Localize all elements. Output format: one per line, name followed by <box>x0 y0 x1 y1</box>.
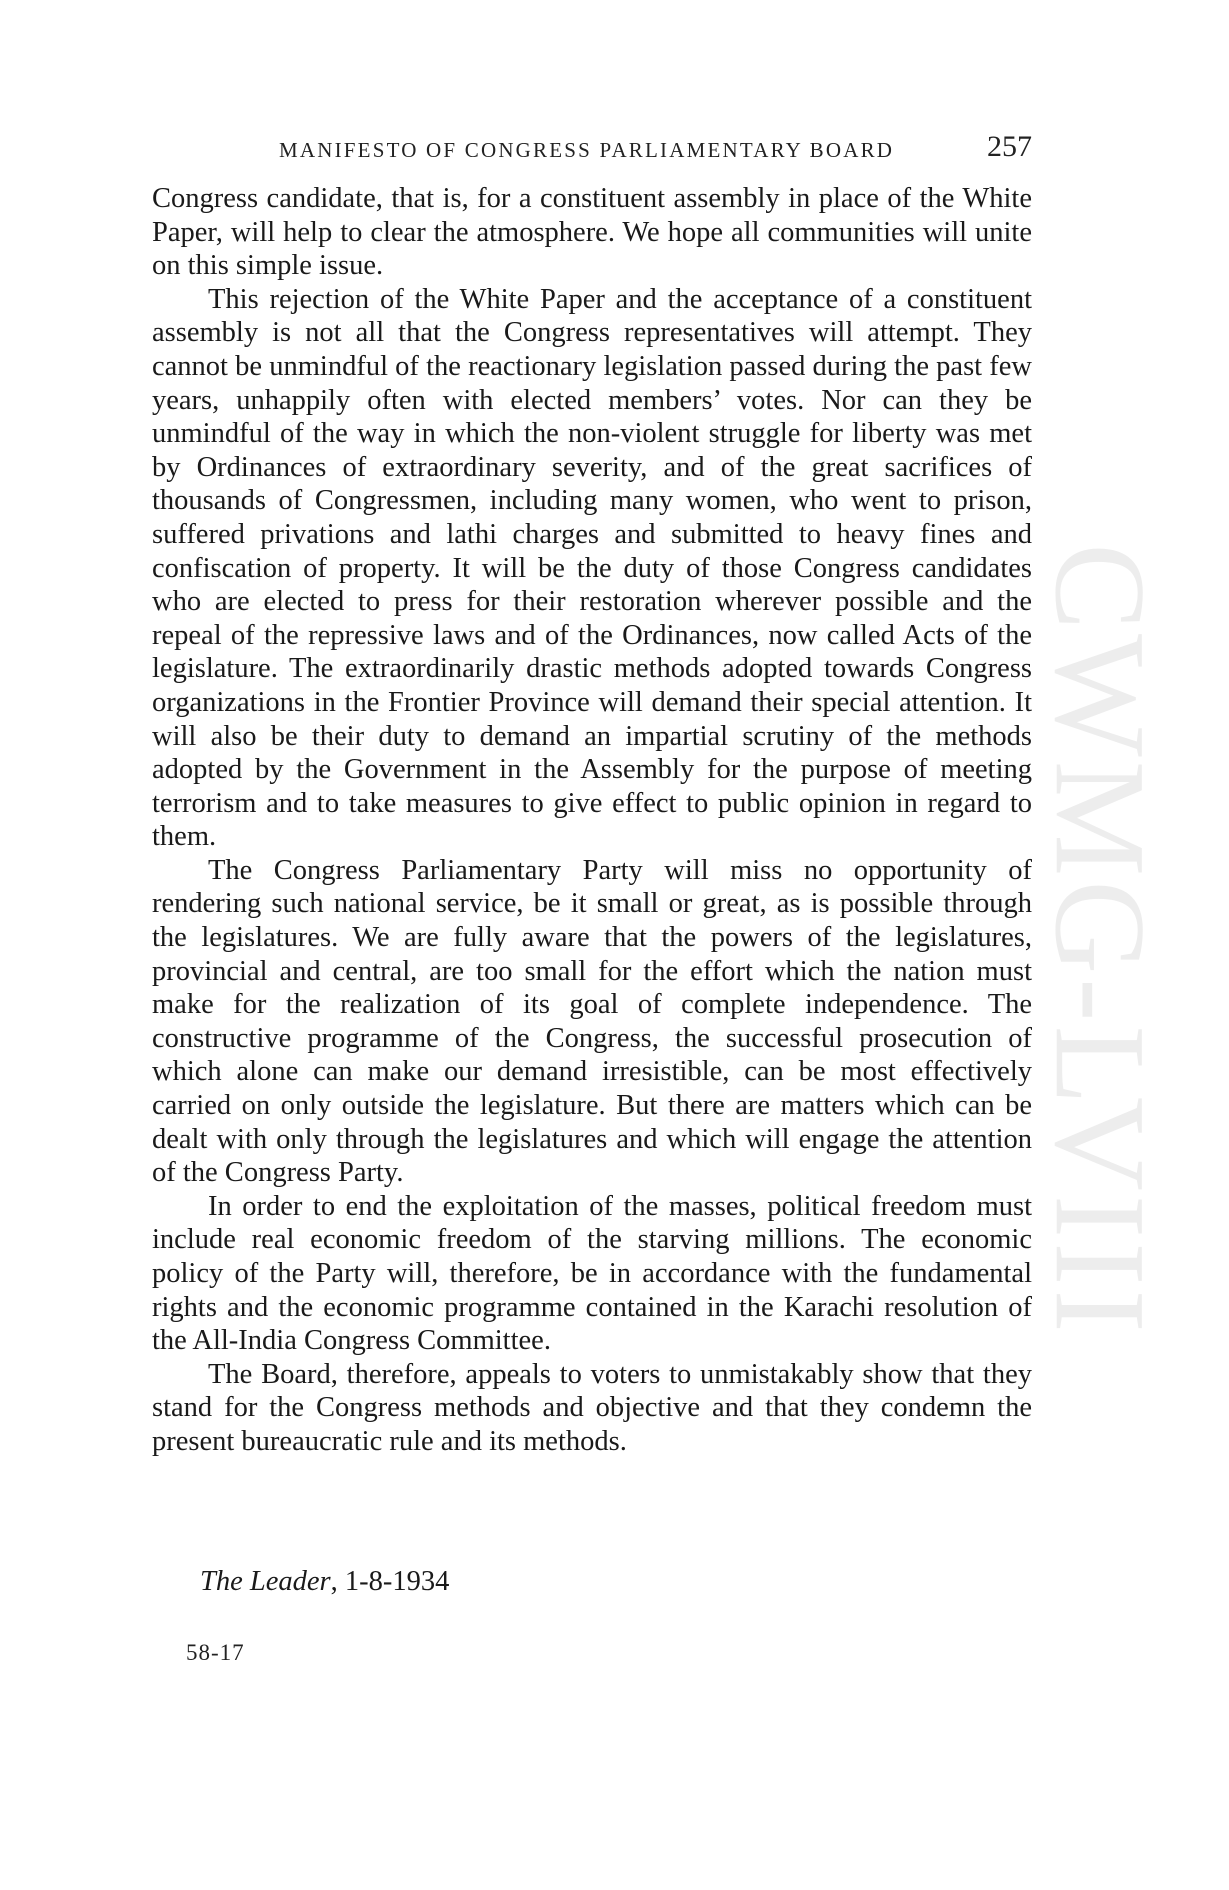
paragraph: This rejection of the White Paper and the acceptance of a constituent assembly is not all that the Congress representatives will attempt. They cannot be unmindful of the reactionary legislation passed during the past few years, unhappily often with elected members’ votes. Nor can they be unmindful of the way in which the non-violent struggle for liberty was met by Ordinances of extraordinary severity, and of the great sacrifices of thousands of Congressmen, including many women, who went to prison, suffered privations and lathi charges and submitted to heavy fines and confiscation of property. It will be the duty of those Congress candidates who are elected to press for their restoration wherever possible and the repeal of the repressive laws and of the Ordinances, now called Acts of the legislature. The extraordinarily drastic methods adopted towards Congress organizations in the Frontier Province will demand their special attention. It will also be their duty to demand an impartial scrutiny of the methods adopted by the Government in the Assembly for the purpose of meeting terrorism and to take measures to give effect to public opinion in regard to them. <box>152 283 1032 853</box>
signature-mark: 58-17 <box>186 1640 245 1665</box>
paragraph: The Board, therefore, appeals to voters to unmistakably show that they stand for the Congress methods and objective and that they condemn the present bureaucratic rule and its methods. <box>152 1358 1032 1457</box>
body-text <box>152 182 1032 1459</box>
source-citation <box>200 1566 449 1598</box>
running-title: MANIFESTO OF CONGRESS PARLIAMENTARY BOARD <box>279 138 895 162</box>
paragraph: In order to end the exploitation of the masses, political freedom must include real economic freedom of the starving millions. The economic policy of the Party will, therefore, be in accordance with the fundamental rights and the economic programme contained in the Karachi resolution of the All-India Congress Committee. <box>152 1190 1032 1357</box>
paragraph: The Congress Parliamentary Party will miss no opportunity of rendering such national service, be it small or great, as is possible through the legislatures. We are fully aware that the powers of the legislatures, provincial and central, are too small for the effort which the nation must make for the realization of its goal of complete independence. The constructive programme of the Congress, the successful prosecution of which alone can make our demand irresistible, can be most effectively carried on only outside the legislature. But there are matters which can be dealt with only through the legislatures and which will engage the attention of the Congress Party. <box>152 854 1032 1189</box>
watermark-text: CWMG-LVIII <box>1028 543 1172 1337</box>
source-publication: The Leader <box>200 1566 331 1597</box>
paragraph: Congress candidate, that is, for a constituent assembly in place of the White Paper, will help to clear the atmosphere. We hope all communities will unite on this simple issue. <box>152 183 1032 282</box>
watermark <box>1028 440 1172 1440</box>
page-number: 257 <box>987 130 1032 163</box>
source-date: , 1-8-1934 <box>330 1566 450 1597</box>
running-head <box>152 130 1032 170</box>
